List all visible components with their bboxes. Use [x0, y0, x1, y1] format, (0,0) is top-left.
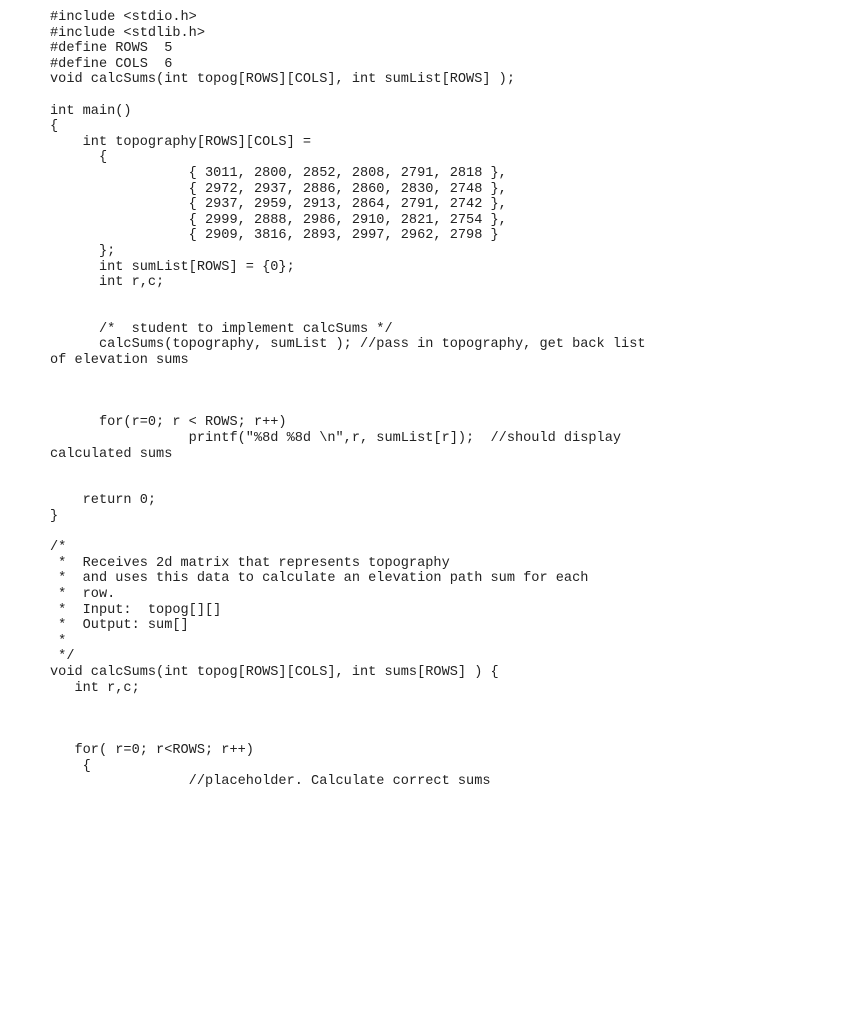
code-line	[50, 88, 840, 104]
code-line: void calcSums(int topog[ROWS][COLS], int sums[ROWS] ) {	[50, 664, 499, 680]
code-line	[50, 291, 840, 307]
code-line	[50, 478, 840, 494]
code-line: #include <stdlib.h>	[50, 25, 205, 41]
code-line: { 3011, 2800, 2852, 2808, 2791, 2818 },	[50, 165, 507, 181]
code-line: calcSums(topography, sumList ); //pass in topography, get back list	[50, 337, 646, 353]
code-line	[50, 400, 840, 416]
code-line: * Receives 2d matrix that represents topography	[50, 555, 450, 571]
code-line: void calcSums(int topog[ROWS][COLS], int sumList[ROWS] );	[50, 72, 515, 88]
code-line: of elevation sums	[50, 353, 189, 369]
code-line: { 2972, 2937, 2886, 2860, 2830, 2748 },	[50, 181, 507, 197]
code-line: int sumList[ROWS] = {0};	[50, 259, 295, 275]
code-line: int topography[ROWS][COLS] =	[50, 134, 312, 150]
code-line: int r,c;	[50, 680, 140, 696]
code-line: * row.	[50, 586, 116, 602]
code-line: {	[50, 758, 91, 774]
code-line	[50, 462, 840, 478]
code-line	[50, 384, 840, 400]
code-line: /* student to implement calcSums */	[50, 321, 393, 337]
code-line: * and uses this data to calculate an elevation path sum for each	[50, 571, 589, 587]
code-document	[50, 10, 840, 790]
code-line	[50, 369, 840, 385]
code-line: { 2937, 2959, 2913, 2864, 2791, 2742 },	[50, 197, 507, 213]
code-line: int main()	[50, 103, 132, 119]
code-line	[50, 525, 840, 541]
code-line: for( r=0; r<ROWS; r++)	[50, 742, 254, 758]
code-line: */	[50, 649, 75, 665]
code-line: }	[50, 509, 59, 524]
code-line: *	[50, 633, 67, 649]
code-line	[50, 712, 840, 728]
code-line: return 0;	[50, 493, 157, 509]
code-line: { 2909, 3816, 2893, 2997, 2962, 2798 }	[50, 228, 499, 244]
code-line: int r,c;	[50, 275, 165, 291]
code-line: };	[50, 243, 116, 259]
code-line: #define ROWS 5	[50, 41, 173, 57]
code-line: { 2999, 2888, 2986, 2910, 2821, 2754 },	[50, 212, 507, 228]
code-line: calculated sums	[50, 446, 173, 462]
code-line: #include <stdio.h>	[50, 10, 197, 25]
code-line: /*	[50, 540, 67, 556]
code-line: printf("%8d %8d \n",r, sumList[r]); //should display	[50, 431, 622, 447]
code-line	[50, 306, 840, 322]
code-line: {	[50, 119, 59, 135]
code-line: for(r=0; r < ROWS; r++)	[50, 415, 287, 431]
code-line	[50, 696, 840, 712]
code-line: * Input: topog[][]	[50, 602, 222, 618]
code-line: {	[50, 150, 108, 166]
code-line	[50, 727, 840, 743]
code-line: * Output: sum[]	[50, 618, 189, 634]
code-line: //placeholder. Calculate correct sums	[50, 774, 491, 790]
code-line: #define COLS 6	[50, 56, 173, 72]
